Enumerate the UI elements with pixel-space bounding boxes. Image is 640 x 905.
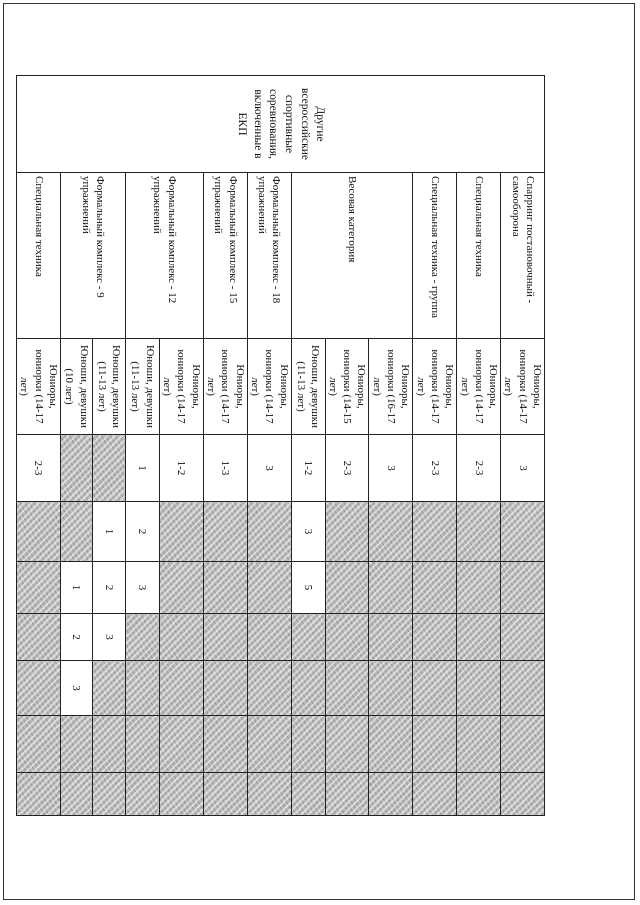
- shaded-cell: [325, 661, 369, 716]
- shaded-cell: [501, 502, 545, 562]
- shaded-cell: [369, 562, 413, 614]
- shaded-cell: [325, 716, 369, 773]
- shaded-cell: [413, 773, 457, 816]
- value-cell: 2: [60, 614, 92, 661]
- shaded-cell: [369, 773, 413, 816]
- shaded-cell: [247, 502, 291, 562]
- age-group-cell: Юноши, девушки (10 лет): [60, 339, 92, 435]
- shaded-cell: [16, 661, 60, 716]
- shaded-cell: [457, 502, 501, 562]
- shaded-cell: [501, 562, 545, 614]
- table-row: [203, 76, 247, 816]
- table-row: [16, 76, 60, 816]
- shaded-cell: [501, 661, 545, 716]
- table-row: [413, 76, 457, 816]
- table-row: [457, 76, 501, 816]
- shaded-cell: [60, 435, 92, 502]
- age-group-cell: Юниоры, юниорки (14-17 лет): [501, 339, 545, 435]
- shaded-cell: [16, 716, 60, 773]
- shaded-cell: [16, 502, 60, 562]
- shaded-cell: [501, 773, 545, 816]
- discipline-cell: Специальная техника: [16, 173, 60, 339]
- shaded-cell: [413, 661, 457, 716]
- shaded-cell: [457, 614, 501, 661]
- shaded-cell: [291, 614, 325, 661]
- shaded-cell: [413, 502, 457, 562]
- shaded-cell: [325, 502, 369, 562]
- age-group-cell: Юниоры, юниорки (14-17 лет): [159, 339, 203, 435]
- shaded-cell: [247, 562, 291, 614]
- table-row: [92, 76, 125, 816]
- shaded-cell: [16, 562, 60, 614]
- value-cell: 3: [291, 502, 325, 562]
- value-cell: 2-3: [457, 435, 501, 502]
- shaded-cell: [159, 773, 203, 816]
- shaded-cell: [291, 716, 325, 773]
- table-row: [369, 76, 413, 816]
- value-cell: 2-3: [413, 435, 457, 502]
- value-cell: 1-3: [203, 435, 247, 502]
- shaded-cell: [203, 614, 247, 661]
- shaded-cell: [203, 562, 247, 614]
- event-group-cell: Другие всероссийские спортивные соревнования, включенные в ЕКП: [16, 76, 544, 173]
- discipline-cell: Формальный комплекс - 12 упражнений: [125, 173, 203, 339]
- age-group-cell: Юниоры, юниорки (14-17 лет): [247, 339, 291, 435]
- shaded-cell: [247, 716, 291, 773]
- discipline-cell: Формальный комплекс - 9 упражнений: [60, 173, 125, 339]
- age-group-cell: Юноши, девушки (11-13 лет): [92, 339, 125, 435]
- shaded-cell: [92, 661, 125, 716]
- discipline-cell: Специальная техника - группа: [413, 173, 457, 339]
- value-cell: 2: [125, 502, 159, 562]
- value-cell: 1-2: [291, 435, 325, 502]
- age-group-cell: Юниоры, юниорки (14-17 лет): [413, 339, 457, 435]
- shaded-cell: [159, 716, 203, 773]
- shaded-cell: [60, 716, 92, 773]
- shaded-cell: [369, 716, 413, 773]
- shaded-cell: [457, 716, 501, 773]
- shaded-cell: [203, 773, 247, 816]
- discipline-cell: Формальный комплекс - 15 упражнений: [203, 173, 247, 339]
- shaded-cell: [159, 562, 203, 614]
- shaded-cell: [413, 562, 457, 614]
- shaded-cell: [291, 661, 325, 716]
- competition-table: [16, 75, 545, 816]
- value-cell: 2: [92, 562, 125, 614]
- discipline-cell: Специальная техника: [457, 173, 501, 339]
- value-cell: 2-3: [16, 435, 60, 502]
- shaded-cell: [16, 773, 60, 816]
- shaded-cell: [203, 502, 247, 562]
- value-cell: 3: [92, 614, 125, 661]
- shaded-cell: [247, 773, 291, 816]
- shaded-cell: [413, 614, 457, 661]
- shaded-cell: [159, 661, 203, 716]
- discipline-cell: Спарринг постановочный - самооборона: [501, 173, 545, 339]
- shaded-cell: [125, 773, 159, 816]
- age-group-cell: Юниоры, юниорки (16-17 лет): [369, 339, 413, 435]
- shaded-cell: [501, 614, 545, 661]
- value-cell: 1: [60, 562, 92, 614]
- shaded-cell: [203, 661, 247, 716]
- shaded-cell: [125, 614, 159, 661]
- table-row: [501, 76, 545, 816]
- shaded-cell: [92, 716, 125, 773]
- table-row: [247, 76, 291, 816]
- shaded-cell: [325, 773, 369, 816]
- shaded-cell: [92, 773, 125, 816]
- shaded-cell: [369, 661, 413, 716]
- table-row: [159, 76, 203, 816]
- discipline-cell: Формальный комплекс - 18 упражнений: [247, 173, 291, 339]
- age-group-cell: Юниоры, юниорки (14-17 лет): [457, 339, 501, 435]
- shaded-cell: [60, 502, 92, 562]
- age-group-cell: Юниоры, юниорки (14-17 лет): [203, 339, 247, 435]
- shaded-cell: [16, 614, 60, 661]
- shaded-cell: [369, 502, 413, 562]
- rotated-table-container: [18, 75, 545, 815]
- shaded-cell: [457, 773, 501, 816]
- shaded-cell: [413, 716, 457, 773]
- shaded-cell: [501, 716, 545, 773]
- value-cell: 3: [369, 435, 413, 502]
- value-cell: 3: [125, 562, 159, 614]
- shaded-cell: [203, 716, 247, 773]
- age-group-cell: Юноши, девушки (11-13 лет): [291, 339, 325, 435]
- value-cell: 3: [501, 435, 545, 502]
- shaded-cell: [247, 661, 291, 716]
- age-group-cell: Юноши, девушки (11-13 лет): [125, 339, 159, 435]
- value-cell: 2-3: [325, 435, 369, 502]
- value-cell: 1: [92, 502, 125, 562]
- shaded-cell: [125, 716, 159, 773]
- shaded-cell: [325, 562, 369, 614]
- shaded-cell: [92, 435, 125, 502]
- value-cell: 5: [291, 562, 325, 614]
- shaded-cell: [325, 614, 369, 661]
- value-cell: 1-2: [159, 435, 203, 502]
- discipline-cell: Весовая категория: [291, 173, 413, 339]
- shaded-cell: [369, 614, 413, 661]
- shaded-cell: [247, 614, 291, 661]
- shaded-cell: [159, 614, 203, 661]
- shaded-cell: [60, 773, 92, 816]
- age-group-cell: Юниоры, юниорки (14-17 лет): [16, 339, 60, 435]
- age-group-cell: Юниоры, юниорки (14-15 лет): [325, 339, 369, 435]
- shaded-cell: [457, 661, 501, 716]
- shaded-cell: [457, 562, 501, 614]
- value-cell: 3: [247, 435, 291, 502]
- shaded-cell: [125, 661, 159, 716]
- shaded-cell: [291, 773, 325, 816]
- value-cell: 3: [60, 661, 92, 716]
- shaded-cell: [159, 502, 203, 562]
- value-cell: 1: [125, 435, 159, 502]
